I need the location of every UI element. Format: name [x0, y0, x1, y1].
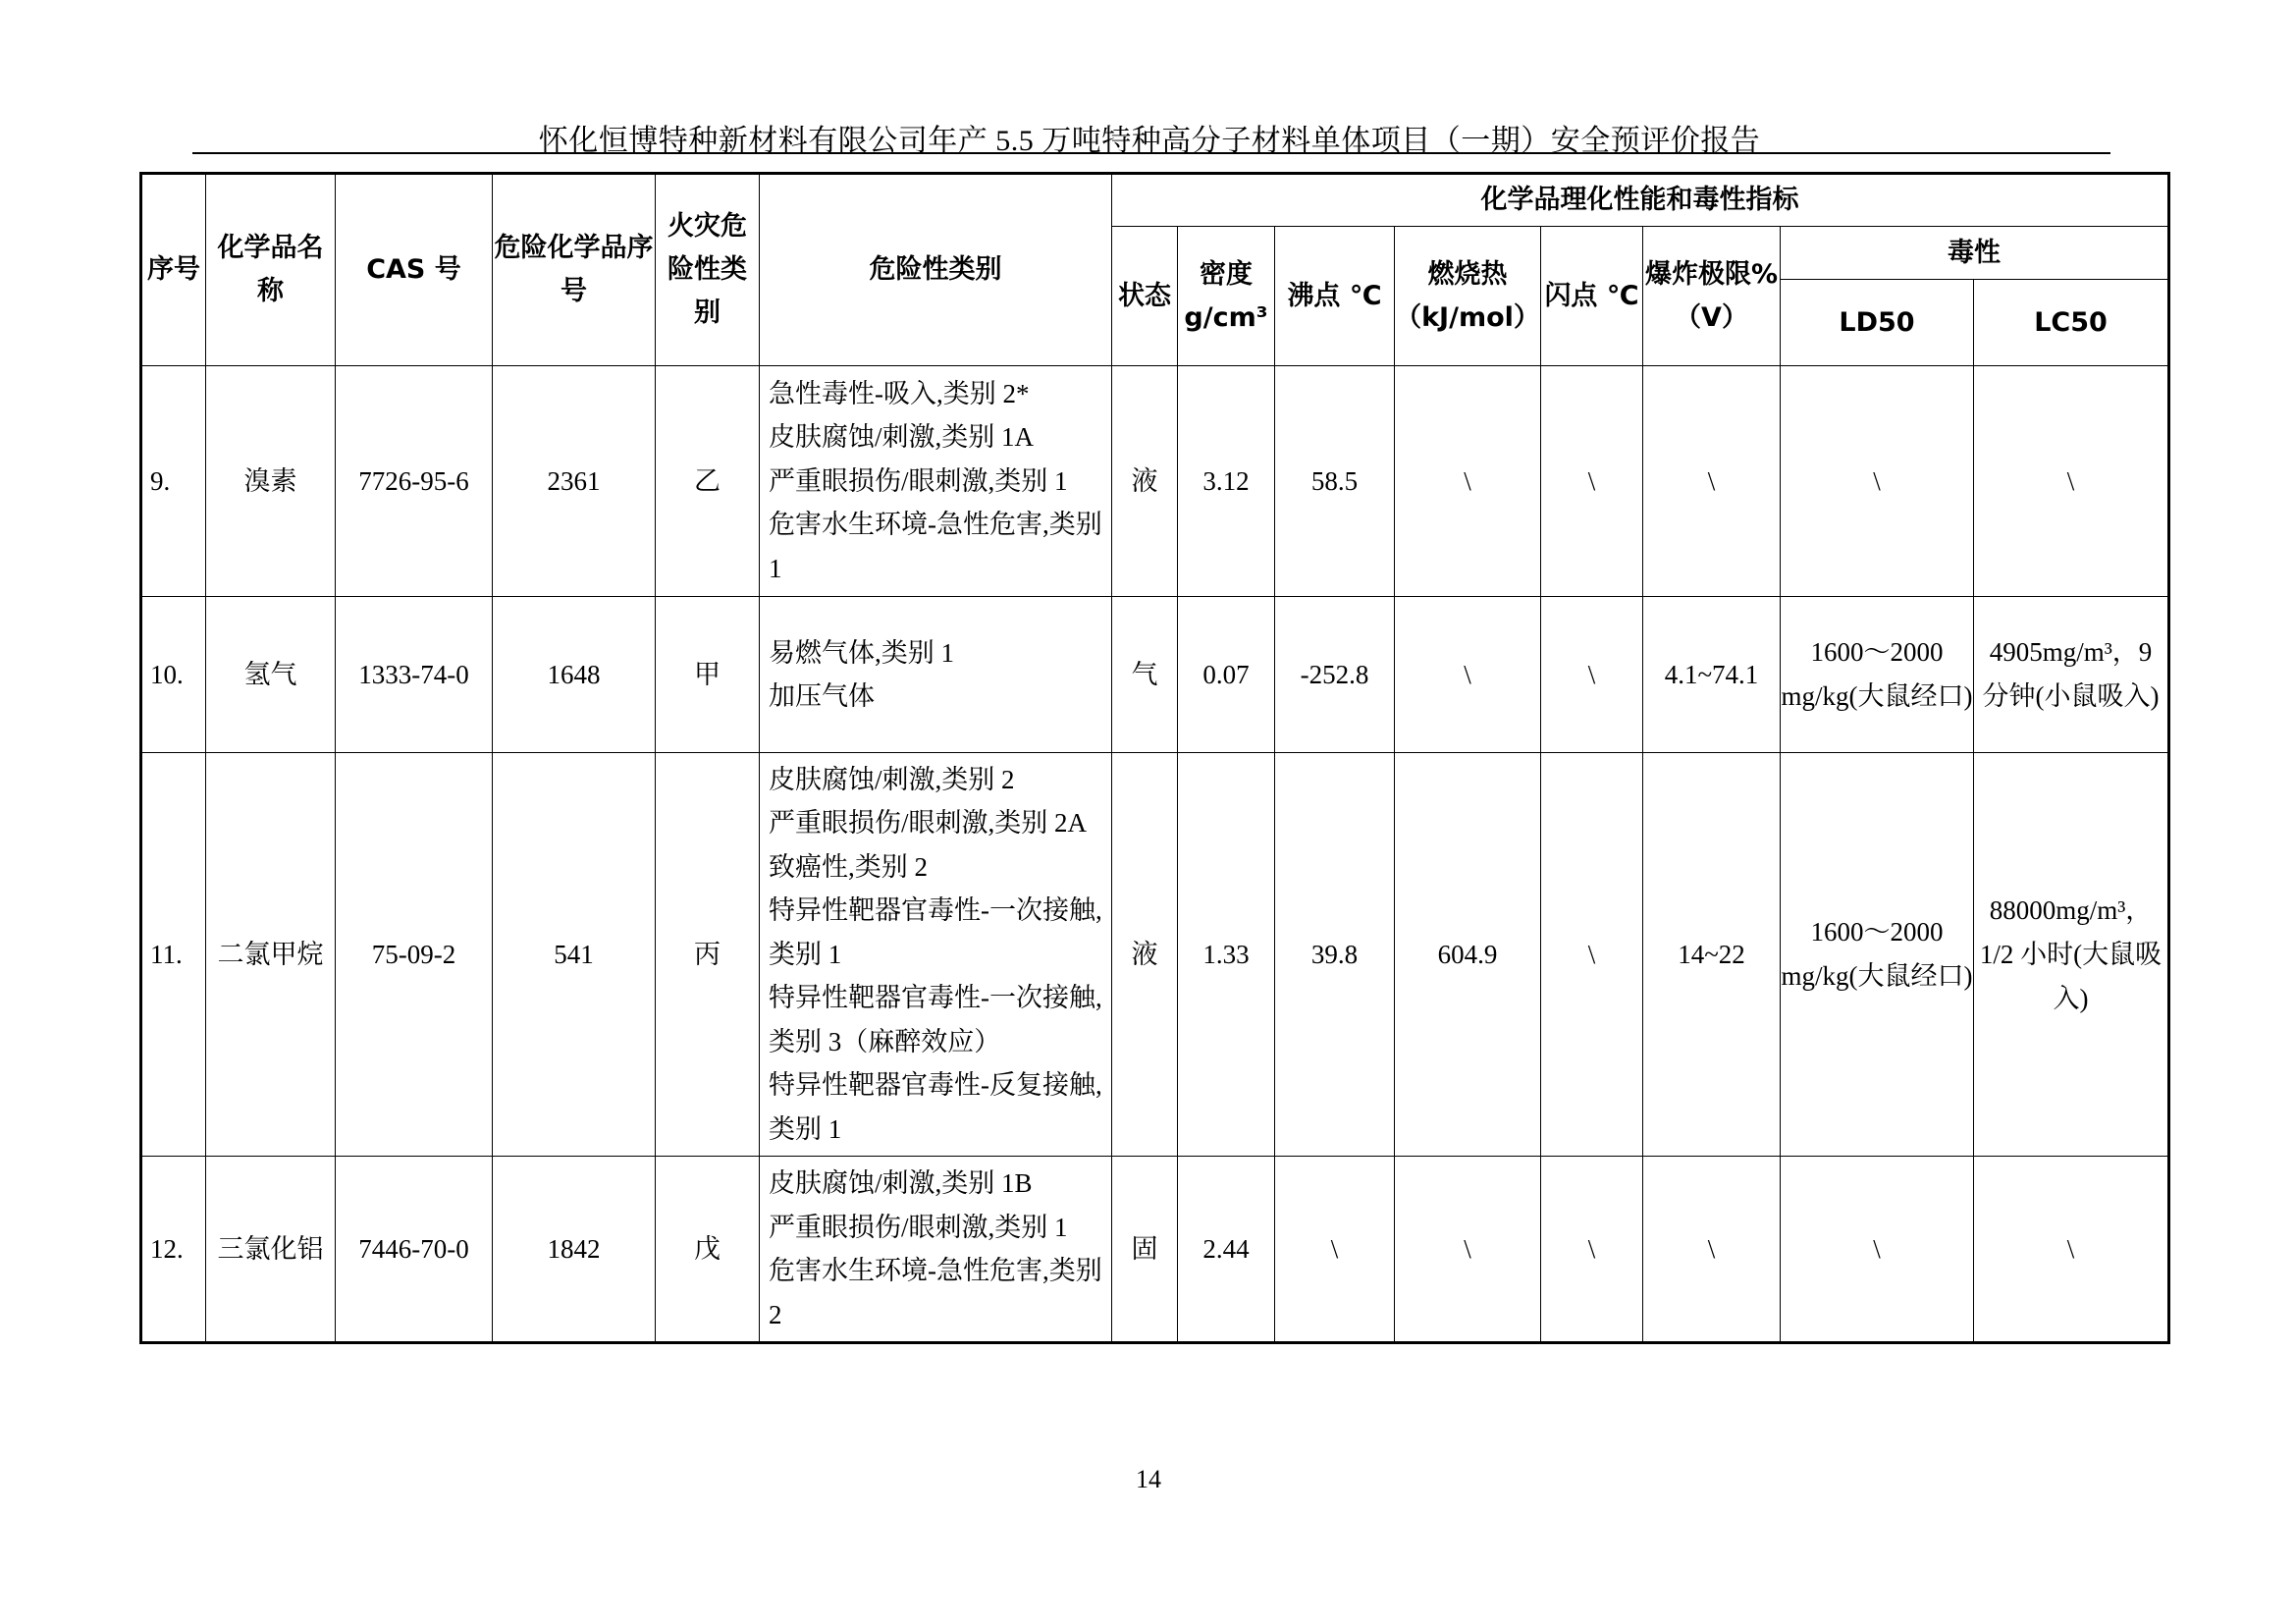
header-density: 密度 g/cm³: [1178, 227, 1275, 366]
cell-seq: 11.: [141, 753, 206, 1157]
cell-hazard-seq: 1648: [493, 597, 656, 753]
cell-lc50: \: [1974, 1157, 2169, 1343]
cell-boiling-point: -252.8: [1275, 597, 1395, 753]
hazard-line: 严重眼损伤/眼刺激,类别 1: [769, 1212, 1068, 1242]
header-hazard-seq: 危险化学品序号: [493, 174, 656, 366]
hazard-line: 加压气体: [769, 681, 875, 711]
cell-chemical-name: 溴素: [206, 366, 336, 597]
header-cas: CAS 号: [336, 174, 493, 366]
cell-ld50: 1600～2000 mg/kg(大鼠经口): [1781, 597, 1974, 753]
cell-fire-class: 乙: [656, 366, 760, 597]
cell-lc50: 88000mg/m³，1/2 小时(大鼠吸入): [1974, 753, 2169, 1157]
cell-lc50: \: [1974, 366, 2169, 597]
cell-cas: 75-09-2: [336, 753, 493, 1157]
report-header-title: 怀化恒博特种新材料有限公司年产 5.5 万吨特种高分子材料单体项目（一期）安全预评价报告: [538, 125, 1761, 157]
table-row: [141, 753, 2169, 1157]
cell-combustion-heat: \: [1395, 1157, 1541, 1343]
cell-state: 固: [1112, 1157, 1178, 1343]
hazard-line: 特异性靶器官毒性-一次接触,类别 1: [769, 895, 1102, 969]
cell-explosion-limit: \: [1643, 366, 1781, 597]
header-combustion-heat: 燃烧热（kJ/mol）: [1395, 227, 1541, 366]
cell-chemical-name: 三氯化铝: [206, 1157, 336, 1343]
header-toxicity: 毒性: [1781, 227, 2169, 280]
cell-ld50: 1600～2000 mg/kg(大鼠经口): [1781, 753, 1974, 1157]
header-ld50: LD50: [1781, 280, 1974, 366]
cell-density: 1.33: [1178, 753, 1275, 1157]
header-properties-group: 化学品理化性能和毒性指标: [1112, 174, 2169, 227]
hazard-line: 特异性靶器官毒性-反复接触,类别 1: [769, 1070, 1102, 1144]
cell-hazard-seq: 1842: [493, 1157, 656, 1343]
cell-explosion-limit: 14~22: [1643, 753, 1781, 1157]
hazard-line: 危害水生环境-急性危害,类别 1: [769, 510, 1102, 583]
hazard-line: 特异性靶器官毒性-一次接触,类别 3（麻醉效应）: [769, 983, 1102, 1056]
hazard-line: 严重眼损伤/眼刺激,类别 1: [769, 465, 1068, 496]
cell-seq: 12.: [141, 1157, 206, 1343]
cell-hazard-class: [760, 1157, 1112, 1343]
cell-hazard-class: [760, 366, 1112, 597]
page-number: 14: [1136, 1465, 1161, 1493]
header-chemical-name: 化学品名称: [206, 174, 336, 366]
cell-hazard-seq: 541: [493, 753, 656, 1157]
header-divider: [192, 152, 2110, 154]
header-explosion-limit: 爆炸极限%（V）: [1643, 227, 1781, 366]
cell-state: 气: [1112, 597, 1178, 753]
cell-explosion-limit: \: [1643, 1157, 1781, 1343]
cell-cas: 1333-74-0: [336, 597, 493, 753]
cell-fire-class: 丙: [656, 753, 760, 1157]
header-state: 状态: [1112, 227, 1178, 366]
cell-seq: 9.: [141, 366, 206, 597]
cell-combustion-heat: 604.9: [1395, 753, 1541, 1157]
cell-flash-point: \: [1541, 1157, 1643, 1343]
cell-density: 2.44: [1178, 1157, 1275, 1343]
cell-fire-class: 戊: [656, 1157, 760, 1343]
hazard-line: 致癌性,类别 2: [769, 851, 928, 882]
cell-boiling-point: \: [1275, 1157, 1395, 1343]
cell-flash-point: \: [1541, 597, 1643, 753]
cell-state: 液: [1112, 366, 1178, 597]
header-boiling-point: 沸点 ℃: [1275, 227, 1395, 366]
cell-cas: 7726-95-6: [336, 366, 493, 597]
cell-chemical-name: 氢气: [206, 597, 336, 753]
chemical-properties-table: [139, 172, 2170, 1344]
table-row: [141, 366, 2169, 597]
hazard-line: 严重眼损伤/眼刺激,类别 2A: [769, 808, 1087, 839]
header-hazard-class: 危险性类别: [760, 174, 1112, 366]
hazard-line: 急性毒性-吸入,类别 2*: [769, 378, 1030, 408]
table-row: [141, 1157, 2169, 1343]
cell-seq: 10.: [141, 597, 206, 753]
cell-combustion-heat: \: [1395, 597, 1541, 753]
cell-density: 3.12: [1178, 366, 1275, 597]
cell-fire-class: 甲: [656, 597, 760, 753]
cell-hazard-class: [760, 597, 1112, 753]
cell-state: 液: [1112, 753, 1178, 1157]
cell-cas: 7446-70-0: [336, 1157, 493, 1343]
header-flash-point: 闪点 ℃: [1541, 227, 1643, 366]
hazard-line: 危害水生环境-急性危害,类别 2: [769, 1256, 1102, 1329]
hazard-line: 皮肤腐蚀/刺激,类别 2: [769, 764, 1015, 794]
cell-boiling-point: 39.8: [1275, 753, 1395, 1157]
hazard-line: 皮肤腐蚀/刺激,类别 1B: [769, 1168, 1033, 1198]
cell-chemical-name: 二氯甲烷: [206, 753, 336, 1157]
cell-boiling-point: 58.5: [1275, 366, 1395, 597]
cell-flash-point: \: [1541, 753, 1643, 1157]
cell-hazard-seq: 2361: [493, 366, 656, 597]
cell-hazard-class: [760, 753, 1112, 1157]
hazard-line: 易燃气体,类别 1: [769, 637, 954, 668]
cell-combustion-heat: \: [1395, 366, 1541, 597]
header-lc50: LC50: [1974, 280, 2169, 366]
cell-ld50: \: [1781, 1157, 1974, 1343]
header-fire-class: 火灾危险性类别: [656, 174, 760, 366]
hazard-line: 皮肤腐蚀/刺激,类别 1A: [769, 422, 1034, 453]
table-row: [141, 597, 2169, 753]
cell-lc50: 4905mg/m³，9 分钟(小鼠吸入): [1974, 597, 2169, 753]
cell-density: 0.07: [1178, 597, 1275, 753]
cell-ld50: \: [1781, 366, 1974, 597]
cell-explosion-limit: 4.1~74.1: [1643, 597, 1781, 753]
header-seq: 序号: [141, 174, 206, 366]
cell-flash-point: \: [1541, 366, 1643, 597]
